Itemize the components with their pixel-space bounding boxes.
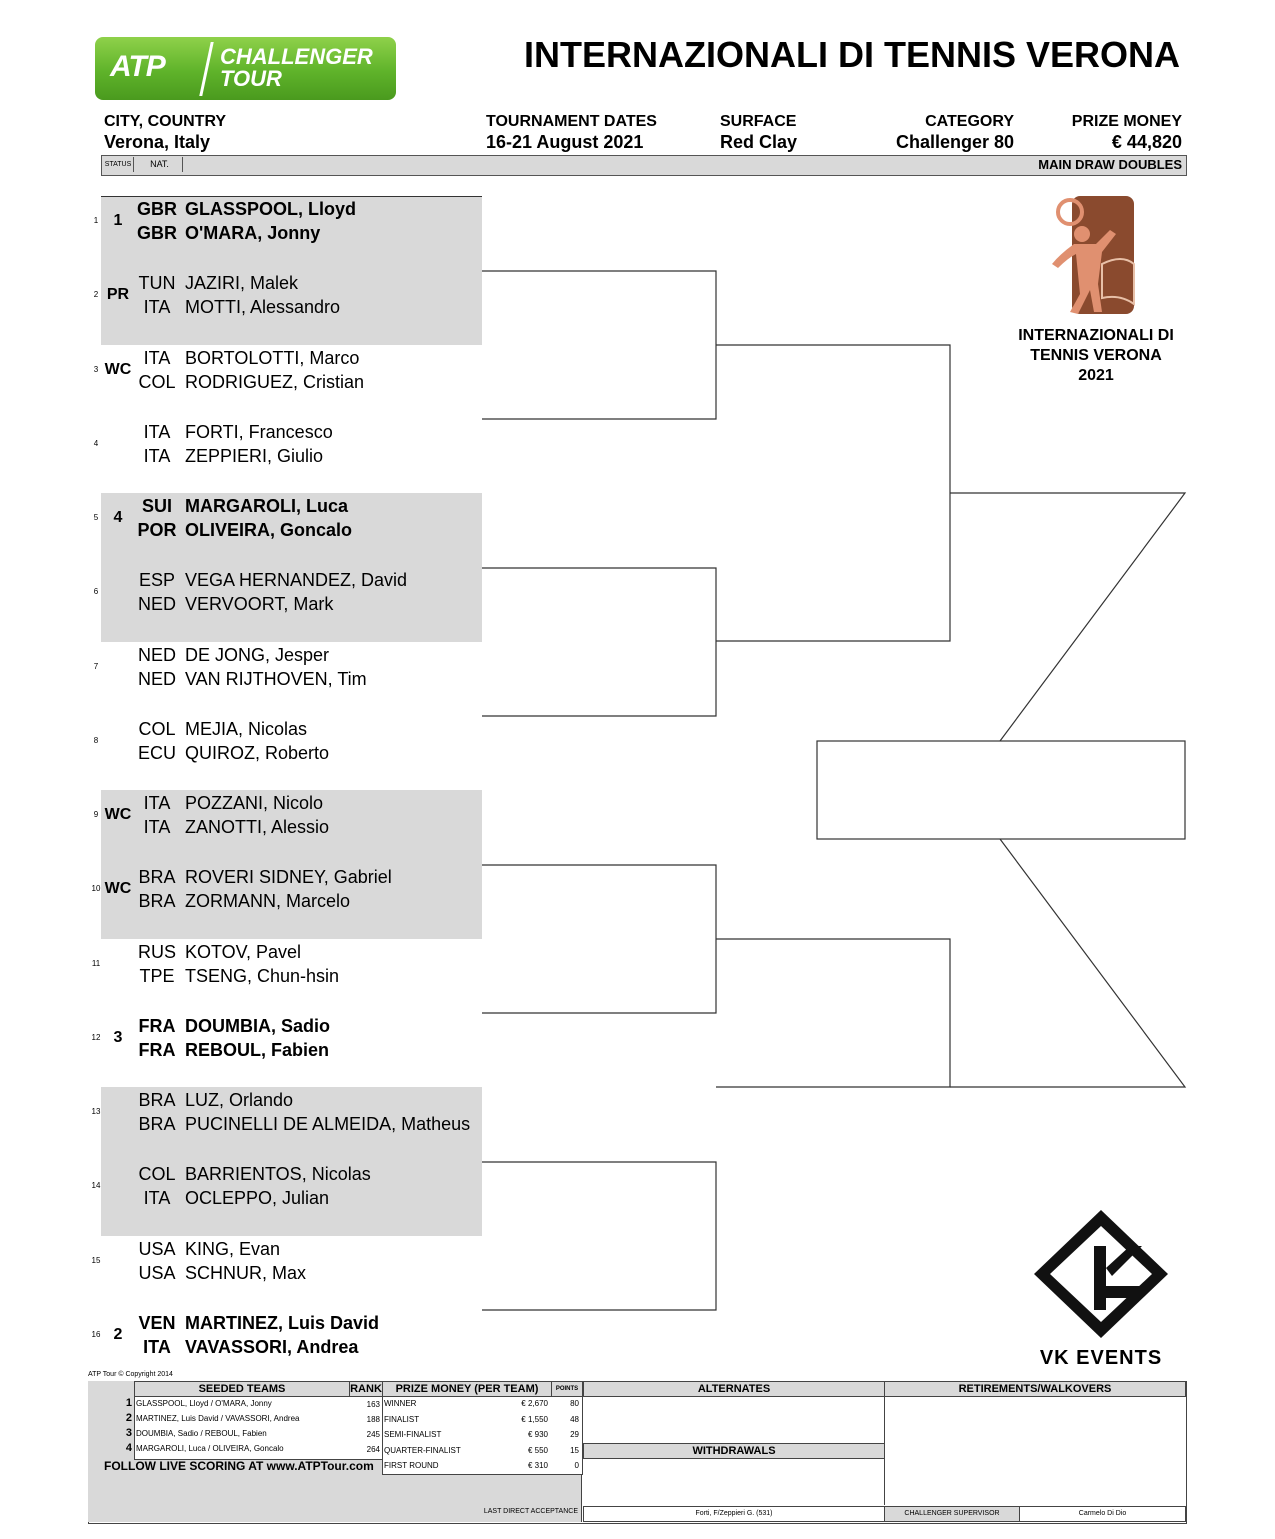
category-label: CATEGORY [925, 113, 1014, 130]
seed-status: PR [106, 286, 130, 304]
player1-nationality: ITA [143, 347, 171, 368]
seeded-team: GLASSPOOL, Lloyd / O'MARA, Jonny [136, 1399, 272, 1408]
draw-position: 1 [93, 216, 99, 225]
draw-position: 16 [91, 1329, 101, 1339]
seeded-rank: 163 [366, 1400, 380, 1409]
logo-atp-text: ATP [110, 50, 165, 83]
event-logo-line1: INTERNAZIONALI DI [1018, 327, 1174, 344]
event-logo-text [1000, 326, 1192, 386]
surface-label: SURFACE [720, 113, 797, 130]
nat-header: NAT. [137, 157, 183, 172]
player1-nationality: GBR [137, 199, 177, 219]
seed-status: 2 [113, 1325, 123, 1343]
player2-name[interactable]: VAVASSORI, Andrea [185, 1336, 359, 1357]
draw-type: MAIN DRAW DOUBLES [1038, 157, 1182, 172]
draw-position: 15 [91, 1255, 101, 1265]
draw-position: 2 [93, 290, 99, 300]
seeded-rank: 245 [366, 1430, 380, 1439]
city-label: CITY, COUNTRY [104, 113, 227, 130]
draw-position: 3 [93, 364, 99, 374]
seed-status: WC [104, 806, 132, 823]
logo-tour: TOUR [220, 66, 282, 91]
player2-nationality: ITA [143, 297, 171, 318]
player1-nationality: TUN [138, 273, 176, 294]
player1-name[interactable]: KOTOV, Pavel [185, 941, 302, 962]
player2-name[interactable]: QUIROZ, Roberto [185, 742, 330, 763]
event-logo-line3: 2021 [1078, 367, 1114, 384]
sponsor-text: VK EVENTS [1039, 1347, 1163, 1369]
prize-round: FINALIST [384, 1414, 420, 1424]
rank-header: RANK [350, 1383, 382, 1395]
player2-name[interactable]: ZORMANN, Marcelo [185, 891, 351, 912]
seed-status: WC [104, 880, 132, 898]
seed-number: 3 [125, 1427, 132, 1439]
player2-name[interactable]: VERVOORT, Mark [185, 594, 334, 615]
player2-nationality: BRA [138, 891, 176, 912]
player2-nationality: ITA [143, 445, 171, 466]
prize-money: € 930 [527, 1430, 548, 1439]
player2-name[interactable]: RODRIGUEZ, Cristian [185, 371, 365, 392]
status-header: STATUS [103, 157, 134, 172]
draw-position: 10 [91, 884, 101, 894]
player2-nationality: GBR [137, 223, 177, 243]
player1-nationality: BRA [138, 867, 176, 888]
player1-name[interactable]: KING, Evan [185, 1238, 281, 1259]
seed-number: 1 [125, 1397, 132, 1409]
copyright: ATP Tour © Copyright 2014 [88, 1371, 173, 1378]
prize-points: 29 [570, 1430, 579, 1439]
draw-position: 7 [93, 661, 99, 671]
seed-status: 3 [113, 1028, 123, 1046]
city-value: Verona, Italy [104, 132, 211, 152]
player2-nationality: USA [138, 1262, 176, 1283]
player1-nationality: RUS [137, 941, 176, 962]
seed-status: 4 [113, 509, 123, 526]
draw-position: 5 [93, 513, 99, 522]
prize-label: PRIZE MONEY [1071, 113, 1182, 130]
prize-round: FIRST ROUND [384, 1461, 439, 1470]
alternates-header: ALTERNATES [583, 1381, 885, 1397]
prize-money: € 2,670 [521, 1399, 548, 1408]
player1-nationality: VEN [138, 1312, 176, 1333]
prize-points: 48 [570, 1414, 579, 1424]
player2-nationality: COL [138, 371, 176, 392]
seeded-team: DOUMBIA, Sadio / REBOUL, Fabien [136, 1429, 267, 1438]
draw-position: 8 [93, 735, 99, 745]
category-value: Challenger 80 [895, 132, 1014, 152]
player1-name[interactable]: POZZANI, Nicolo [185, 793, 324, 813]
live-scoring-link[interactable]: FOLLOW LIVE SCORING AT www.ATPTour.com [104, 1459, 374, 1473]
player2-name[interactable]: ZANOTTI, Alessio [185, 817, 330, 837]
draw-position: 11 [91, 958, 101, 968]
prize-round: WINNER [384, 1399, 417, 1408]
surface-value: Red Clay [720, 132, 798, 152]
draw-position: 9 [93, 810, 99, 819]
player1-name[interactable]: VEGA HERNANDEZ, David [185, 570, 408, 591]
player1-nationality: ESP [138, 570, 176, 591]
prize-money: € 550 [527, 1445, 548, 1455]
player1-nationality: USA [138, 1238, 176, 1259]
draw-position: 6 [93, 587, 99, 597]
player2-nationality: ITA [143, 817, 171, 837]
logo-challenger: CHALLENGER [220, 44, 373, 69]
player1-name[interactable]: BORTOLOTTI, Marco [185, 347, 360, 368]
r2-bracket-3 [482, 865, 716, 1013]
seed-number: 2 [125, 1412, 132, 1424]
tournament-title: INTERNAZIONALI DI TENNIS VERONA [523, 34, 1180, 75]
prize-round: SEMI-FINALIST [384, 1430, 442, 1439]
dates-value: 16-21 August 2021 [486, 132, 644, 152]
player2-name[interactable]: REBOUL, Fabien [185, 1039, 330, 1060]
player2-nationality: ITA [143, 1188, 171, 1209]
player1-name[interactable]: MARGAROLI, Luca [185, 496, 349, 516]
player2-name[interactable]: PUCINELLI DE ALMEIDA, Matheus [185, 1114, 471, 1134]
prize-points: 0 [574, 1461, 579, 1470]
player1-nationality: FRA [138, 1015, 176, 1036]
player1-name[interactable]: LUZ, Orlando [185, 1090, 294, 1110]
r2-bracket-4 [482, 1162, 716, 1310]
qf-bracket-2 [716, 939, 950, 1087]
points-header: POINTS [551, 1381, 583, 1397]
lda-value: Forti, F/Zeppieri G. (531) [583, 1506, 885, 1522]
player2-name[interactable]: OLIVEIRA, Goncalo [185, 520, 353, 540]
player2-nationality: ECU [137, 742, 176, 763]
player2-nationality: BRA [138, 1114, 176, 1134]
player2-name[interactable]: VAN RIJTHOVEN, Tim [185, 668, 367, 689]
prize-money: € 310 [527, 1461, 548, 1470]
r2-bracket-2 [482, 568, 716, 716]
seeded-rank: 188 [366, 1415, 380, 1424]
prize-points: 15 [570, 1445, 579, 1455]
player2-nationality: NED [137, 594, 176, 615]
player1-nationality: COL [138, 1164, 176, 1185]
seeded-rank: 264 [366, 1445, 380, 1454]
r2-bracket-1 [482, 271, 716, 419]
prize-value: € 44,820 [1111, 132, 1182, 152]
seed-status: 1 [113, 212, 123, 229]
player1-nationality: BRA [138, 1090, 176, 1110]
supervisor-label: CHALLENGER SUPERVISOR [884, 1506, 1020, 1522]
player1-name[interactable]: GLASSPOOL, Lloyd [185, 199, 357, 219]
seeded-header: SEEDED TEAMS [134, 1381, 350, 1397]
draw-position: 13 [91, 1107, 101, 1116]
retirements-header: RETIREMENTS/WALKOVERS [884, 1381, 1186, 1397]
tennis-player-logo [1040, 194, 1140, 318]
player2-name[interactable]: O'MARA, Jonny [185, 223, 321, 243]
player1-nationality: COL [138, 718, 176, 739]
player1-name[interactable]: MEJIA, Nicolas [185, 718, 308, 739]
prize-money: € 1,550 [521, 1414, 548, 1424]
player2-nationality: TPE [139, 965, 175, 986]
seeded-team: MARGAROLI, Luca / OLIVEIRA, Goncalo [136, 1444, 284, 1453]
withdrawals-header: WITHDRAWALS [583, 1443, 885, 1459]
player1-name[interactable]: FORTI, Francesco [185, 421, 333, 442]
draw-position: 4 [93, 438, 99, 448]
player2-name[interactable]: MOTTI, Alessandro [185, 297, 341, 318]
player2-name[interactable]: SCHNUR, Max [185, 1262, 307, 1283]
draw-position: 14 [91, 1181, 101, 1191]
seeded-team: MARTINEZ, Luis David / VAVASSORI, Andrea [136, 1414, 300, 1423]
player2-name[interactable]: TSENG, Chun-hsin [185, 965, 340, 986]
player1-name[interactable]: BARRIENTOS, Nicolas [185, 1164, 371, 1185]
sf-line-bottom [950, 839, 1185, 1087]
player2-name[interactable]: OCLEPPO, Julian [185, 1188, 330, 1209]
player1-name[interactable]: DE JONG, Jesper [185, 644, 330, 665]
seed-status: WC [104, 360, 132, 378]
player2-nationality: NED [137, 668, 176, 689]
lda-label: LAST DIRECT ACCEPTANCE [483, 1508, 578, 1515]
player2-nationality: FRA [138, 1039, 176, 1060]
qf-bracket-1 [716, 345, 950, 641]
retirements-box [884, 1396, 1185, 1505]
player1-nationality: ITA [143, 421, 171, 442]
player1-name[interactable]: MARTINEZ, Luis David [185, 1312, 380, 1333]
sf-line-top [950, 493, 1185, 741]
player1-nationality: SUI [141, 496, 172, 516]
player2-nationality: POR [137, 520, 177, 540]
player1-nationality: NED [137, 644, 176, 665]
prize-points: 80 [570, 1399, 579, 1408]
vk-events-logo [1030, 1206, 1172, 1342]
supervisor-value: Carmelo Di Dio [1019, 1506, 1186, 1522]
player2-nationality: ITA [143, 1336, 171, 1357]
prize-money-header: PRIZE MONEY (PER TEAM) [382, 1381, 552, 1397]
player1-name[interactable]: JAZIRI, Malek [185, 273, 299, 294]
player1-nationality: ITA [143, 793, 171, 813]
winner-box [817, 741, 1185, 839]
player1-name[interactable]: DOUMBIA, Sadio [185, 1015, 331, 1036]
draw-position: 12 [91, 1032, 101, 1042]
event-logo-line2: TENNIS VERONA [1030, 347, 1162, 364]
seed-number: 4 [125, 1442, 132, 1454]
player1-name[interactable]: ROVERI SIDNEY, Gabriel [185, 867, 392, 888]
dates-label: TOURNAMENT DATES [486, 113, 657, 130]
player2-name[interactable]: ZEPPIERI, Giulio [185, 445, 324, 466]
prize-round: QUARTER-FINALIST [384, 1445, 461, 1455]
